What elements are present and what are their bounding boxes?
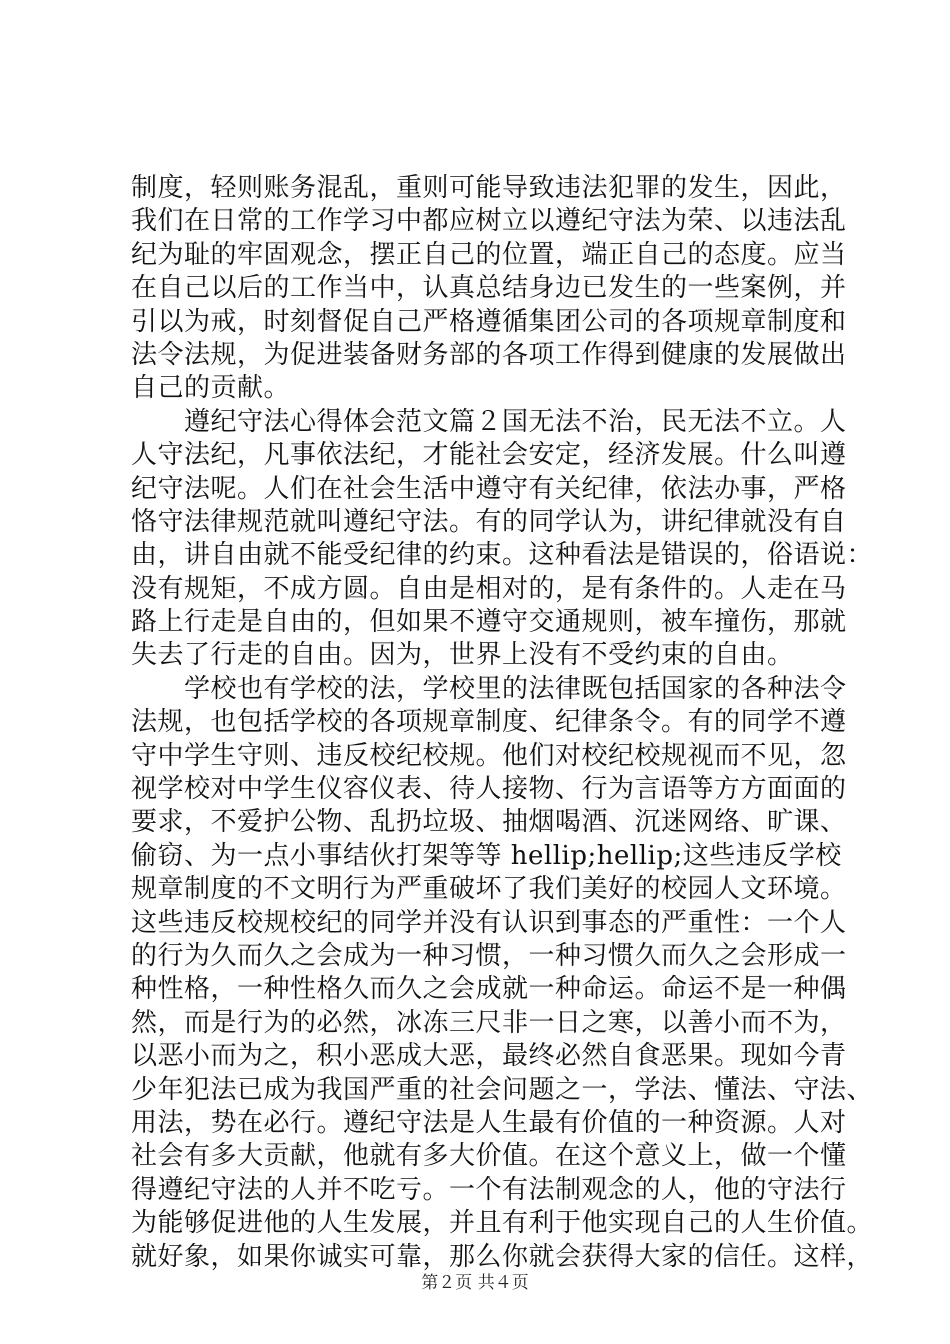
text-line: 以恶小而为之，积小恶成大恶，最终必然自食恶果。现如今青 — [131, 1041, 847, 1072]
text-line: 少年犯法已成为我国严重的社会问题之一，学法、懂法、守法、 — [131, 1074, 874, 1105]
text-line: 的行为久而久之会成为一种习惯，一种习惯久而久之会形成一 — [131, 940, 847, 971]
text-line: 种性格，一种性格久而久之会成就一种命运。命运不是一种偶 — [131, 974, 847, 1005]
text-line: 没有规矩，不成方圆。自由是相对的，是有条件的。人走在马 — [131, 573, 847, 604]
text-line: 在自己以后的工作当中，认真总结身边已发生的一些案例，并 — [131, 273, 847, 304]
text-line: 学校也有学校的法，学校里的法律既包括国家的各种法令 — [131, 673, 847, 704]
text-line: 为能够促进他的人生发展，并且有利于他实现自己的人生价值。 — [131, 1208, 874, 1239]
text-line: 纪守法呢。人们在社会生活中遵守有关纪律，依法办事，严格 — [131, 473, 847, 504]
text-line: 就好象，如果你诚实可靠，那么你就会获得大家的信任。这样， — [131, 1241, 874, 1272]
body-text — [131, 172, 874, 1274]
text-line: 视学校对中学生仪容仪表、待人接物、行为言语等方方面面的 — [131, 774, 847, 805]
text-line: 用法，势在必行。遵纪守法是人生最有价值的一种资源。人对 — [131, 1107, 847, 1138]
text-line: 人守法纪，凡事依法纪，才能社会安定，经济发展。什么叫遵 — [131, 440, 847, 471]
text-line: 法规，也包括学校的各项规章制度、纪律条令。有的同学不遵 — [131, 707, 847, 738]
text-line: 我们在日常的工作学习中都应树立以遵纪守法为荣、以违法乱 — [131, 206, 847, 237]
text-line: 规章制度的不文明行为严重破坏了我们美好的校园人文环境。 — [131, 874, 847, 905]
page-number-footer: 第２页 共４页 — [421, 1273, 529, 1293]
text-line: 纪为耻的牢固观念，摆正自己的位置，端正自己的态度。应当 — [131, 239, 847, 270]
text-line: 偷窃、为一点小事结伙打架等等 hellip;hellip;这些违反学校 — [131, 840, 842, 871]
text-line: 引以为戒，时刻督促自己严格遵循集团公司的各项规章制度和 — [131, 306, 847, 337]
text-line: 由，讲自由就不能受纪律的约束。这种看法是错误的，俗语说： — [131, 540, 874, 571]
text-line: 失去了行走的自由。因为，世界上没有不受约束的自由。 — [131, 640, 794, 671]
text-line: 守中学生守则、违反校纪校规。他们对校纪校规视而不见，忽 — [131, 740, 847, 771]
text-line: 路上行走是自由的，但如果不遵守交通规则，被车撞伤，那就 — [131, 607, 847, 638]
text-line: 制度，轻则账务混乱，重则可能导致违法犯罪的发生，因此， — [131, 173, 847, 203]
text-line: 这些违反校规校纪的同学并没有认识到事态的严重性：一个人 — [131, 907, 847, 938]
text-line: 要求，不爱护公物、乱扔垃圾、抽烟喝酒、沉迷网络、旷课、 — [131, 807, 847, 838]
text-line: 遵纪守法心得体会范文篇２国无法不治，民无法不立。人 — [131, 406, 847, 437]
text-line: 自己的贡献。 — [131, 373, 291, 404]
text-line: 恪守法律规范就叫遵纪守法。有的同学认为，讲纪律就没有自 — [131, 506, 847, 537]
text-line: 法令法规，为促进装备财务部的各项工作得到健康的发展做出 — [131, 339, 847, 370]
text-line: 得遵纪守法的人并不吃亏。一个有法制观念的人，他的守法行 — [131, 1174, 847, 1205]
text-line: 社会有多大贡献，他就有多大价值。在这个意义上，做一个懂 — [131, 1141, 847, 1172]
text-line: 然，而是行为的必然，冰冻三尺非一日之寒，以善小而不为， — [131, 1007, 847, 1038]
